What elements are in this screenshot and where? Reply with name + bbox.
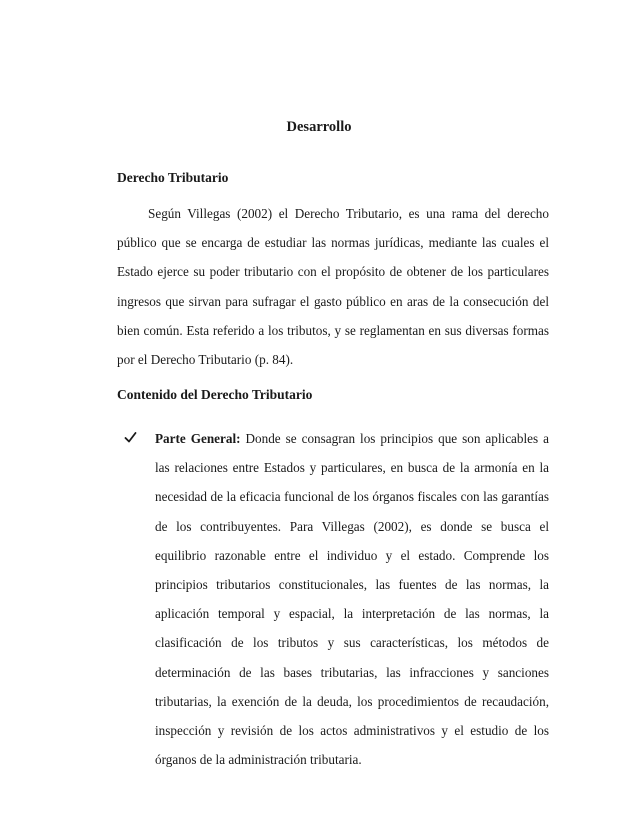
list-item-text: Donde se consagran los principios que son aplicables a las relaciones entre Estados y particulares, en busca de la armonía en la necesidad de la eficacia funcional de los órganos fiscales con las garantías de los contribuyentes. Para Villegas (2002), es donde se busca el equilibrio razonable entre el individuo y el estado. Comprende los principios tributarios constitucionales, las fuentes de las normas, la aplicación temporal y espacial, la interpretación de las normas, la clasificación de los tributos y sus características, los métodos de determinación de las bases tributarias, las infracciones y sanciones tributarias, la exención de la deuda, los procedimientos de recaudación, inspección y revisión de los actos administrativos y el estudio de los órganos de la administración tributaria. bbox=[155, 431, 549, 768]
list-item-label: Parte General: bbox=[155, 431, 241, 446]
section-heading-contenido: Contenido del Derecho Tributario bbox=[117, 387, 313, 402]
section-heading-derecho-tributario: Derecho Tributario bbox=[117, 170, 229, 185]
content-list bbox=[117, 424, 549, 774]
section-paragraph: Según Villegas (2002) el Derecho Tributario, es una rama del derecho público que se encarga de estudiar las normas jurídicas, mediante las cuales el Estado ejerce su poder tributario con el propósito de obtener de los particulares ingresos que sirvan para sufragar el gasto público en aras de la consecución del bien común. Esta referido a los tributos, y se reglamentan en sus diversas formas por el Derecho Tributario (p. 84). bbox=[117, 206, 549, 368]
list-item bbox=[117, 424, 549, 774]
page-title: Desarrollo bbox=[286, 119, 352, 135]
checkmark-icon bbox=[124, 431, 137, 444]
